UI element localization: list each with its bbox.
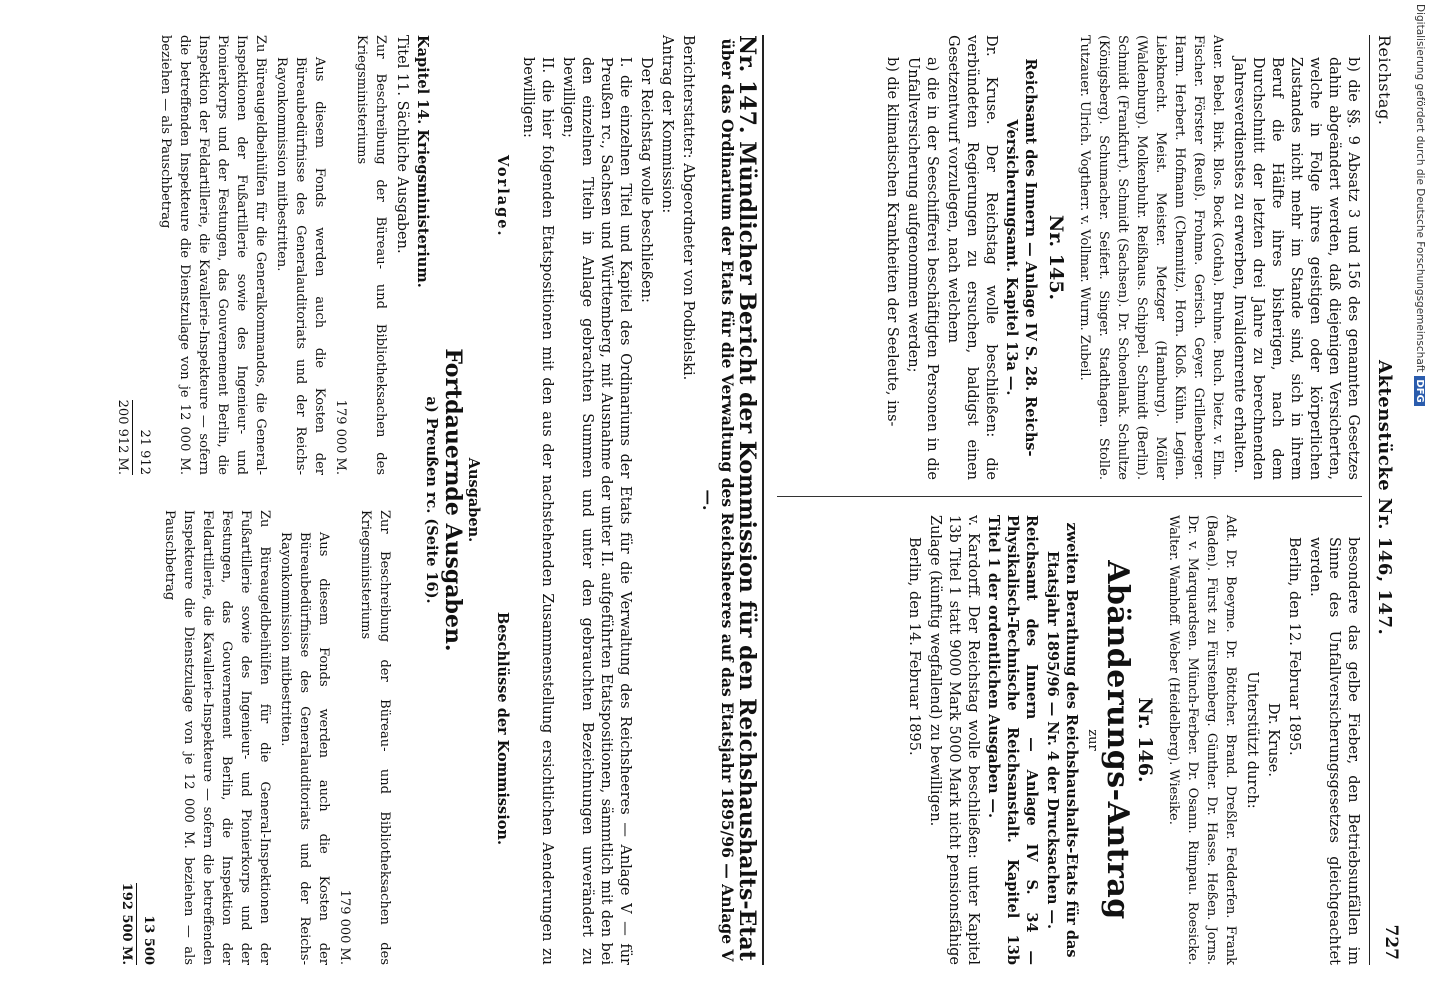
beschluss-text-2: Aus diesem Fonds werden auch die Kosten der Büreaubedürfnisse des Generalauditoriats und der Reichs-Rayonkommission mitbestritten. [278,532,331,965]
dfg-footer [1406,4,1426,996]
reporter: Berichterstatter: Abgeordneter von Podbielski. [680,35,696,381]
date-1: Berlin, den 12. Februar 1895. [1286,537,1302,756]
nr147-subtitle: über das Ordinarium der Etats für die Verwaltung des Reichsheeres auf das Etatsjahr 1895/96 — Anlage V —. [699,38,737,962]
section-separator [762,35,764,965]
left-column [880,35,1362,480]
fortdauernde-heading: Fortdauernde Ausgaben. [440,348,466,652]
dfg-logo-icon: DFG [1414,376,1425,405]
beschluss-total: 192 500 M. [117,883,137,965]
vorlage-text-3: Zu Büreaugeldbeihülfen für die Generalkommandos, die General-Inspektionen der Fußartillerie sowie des Ingenieur- und Pionierkorps und der Festungen, das Gouvernement Berlin, die Inspektion der Feldartillerie, die Kavallerie-Inspekteure — sofern die betreffenden Inspekteure die Dienstzulage von je 12 000 M. beziehen — als Pauschbetrag [158,35,268,475]
header-rule [1369,35,1370,965]
zur-label: zur [1085,729,1100,751]
nr147-title-line [734,35,760,965]
kapitel-label: Kapitel 14. Kriegsministerium. [414,35,431,288]
nr147-block [420,35,760,965]
item-a: a) die in der Seeschifferei beschäftigten Personen in die Unfallversicherung aufgenommen werden; [905,57,940,480]
item-b: b) die klimatischen Krankheiten der Seeleute, ins- [884,57,900,427]
vorlage-total: 200 912 M. [113,400,133,475]
page-number: 727 [1381,924,1401,960]
dfg-text: Digitalisierung gefördert durch die Deutsche Forschungsgemeinschaft [1414,4,1426,373]
vorlage-column [111,35,432,475]
vorlage-heading: Vorlage. [494,155,511,238]
column-separator [777,496,1362,497]
kardorff-motion: v. Kardorff. Der Reichstag wolle beschließen: unter Kapitel 13b Titel 1 statt 9000 Mark 5000 Mark nicht pensionsfähige Zulage (künftig wegfallend) zu bewilligen. [927,515,981,965]
ausgaben-heading: Ausgaben. [465,457,482,543]
antrag-label: Antrag der Kommission: [659,35,675,214]
beschluss-column [115,510,432,965]
nr146-title: Abänderungs-Antrag [1100,560,1135,920]
header-left: Reichstag. [1375,35,1394,126]
para-b: b) die §§. 9 Absatz 3 und 156 des genannten Gesetzes dahin abgeändert werden, daß diejenigen Versicherten, welche in Folge ihres geistigen oder körperlichen Zustandes nicht mehr im Stande sind, sich in ihrem Beruf die Hälfte ihres bisherigen, nach dem Durchschnitt der letzten drei Jahre zu berechnenden Jahresverdienstes zu erwerben, Invalidenrente erhalten. [1231,57,1361,480]
continuation: besondere das gelbe Fieber, den Betriebsunfällen im Sinne des Unfallversicherungsgesetzes gleichgeachtet werden. [1307,537,1361,965]
preussen-heading: a) Preußen rc. (Seite 16). [423,396,440,604]
signers-list: Auer. Bebel. Birk. Blos. Bock (Gotha). Bruhne. Buch. Dietz. v. Elm. Fischer. Förster (Reuß). Frohme. Gerisch. Geyer. Grillenberger. Harm. Herbert. Hofmann (Chemnitz). Horn. Kloß. Kühn. Legien. Liebknecht. Meist. Meister. Metzger (Hamburg). Möller (Waldenburg). Molkenbuhr. Reißhaus. Schippel. Schmidt (Berlin). Schmidt (Frankfurt). Schmidt (Sachsen). Dr. Schoenlank. Schultze (Königsberg). Schumacher. Seifert. Singer. Stadthagen. Stolle. Tutzauer. Ulrich. Vogtherr. v. Vollmar. Wurm. Zubeil. [1077,35,1225,480]
beratung-text: zweiten Berathung des Reichshaushalts-Etats für das Etatsjahr 1895/96 — Nr. 4 der Drucksachen —. [1044,522,1080,958]
beschluss-intro: Der Reichstag wolle beschließen: [638,57,654,303]
vorlage-text-1: Zur Beschreibung der Büreau- und Bibliotheksachen des Kriegsministeriums [354,35,388,475]
nr147-label: Nr. 147. [734,35,760,134]
date-2: Berlin, den 14. Februar 1895. [906,537,922,756]
nr145-heading: Nr. 145. [1045,214,1067,301]
beschluesse-heading: Beschlüsse der Kommission. [494,612,511,845]
beschluss-amount-1: 179 000 M. [337,889,352,965]
titel-label: Titel 11. Sächliche Ausgaben. [394,35,410,254]
item-2: II. die hier folgenden Etatspositionen mit den aus der nachstehenden Zusammenstellung ersichtlichen Aenderungen zu bewilligen: [520,57,555,965]
nr146-ref: Reichsamt des Innern — Anlage IV S. 34 — Physikalisch-Technische Reichsanstalt. Kapitel 13b Titel 1 der ordentlichen Ausgaben —. [985,515,1040,965]
vorlage-text-2: Aus diesem Fonds werden auch die Kosten der Büreaubedürfnisse des Generalauditoriats und der Reichs-Rayonkommission mitbestritten. [274,57,327,475]
nr146-heading: Nr. 146. [1134,697,1156,783]
vorlage-amount-2: 21 912 [137,429,152,475]
signed-by: Dr. Kruse. [1265,703,1281,777]
kruse-motion: Dr. Kruse. Der Reichstag wolle beschließen: die verbündeten Regierungen zu ersuchen, baldigst einen Gesetzentwurf vorzulegen, nach welchem [945,35,999,480]
item-1: I. die einzelnen Titel und Kapitel des Ordinariums der Etats für die Verwaltung des Reichsheeres — Anlage V — für Preußen rc., Sachsen und Württemberg, mit Ausnahme der unter II. aufgeführten Etatspositionen, sämmtlich mit den bei den einzelnen Titeln in Anlage gebrachten Summen und unter den gebrauchten Bezeichnungen unverändert zu bewilligen; [560,57,633,965]
nr147-title: Mündlicher Bericht der Kommission für den Reichshaushalts-Etat [734,141,760,961]
nr145-ref: Reichsamt des Innern — Anlage IV S. 28. Reichs-Versicherungsamt. Kapitel 13a —. [1003,58,1039,457]
supported-label: Unterstützt durch: [1244,671,1260,809]
beschluss-amount-2: 13 500 [141,915,156,965]
column-headings [493,35,512,965]
dfg-credit [1414,4,1426,406]
beschluss-text-3: Zu Büreaugeldbeihülfen für die General-Inspektionen der Fußartillerie sowie des Ingenieur- und Pionierkorps und der Festungen, das Gouvernement Berlin, die Inspektion der Feldartillerie, die Kavallerie-Inspekteure — sofern die betreffenden Inspekteure die Dienstzulage von je 12 000 M. beziehen — als Pauschbetrag [162,510,272,965]
right-column [902,515,1362,965]
header-title: Aktenstücke Nr. 146, 147. [1374,360,1395,636]
supporters-list: Adt. Dr. Boeyme. Dr. Böttcher. Brand. Dreßler. Fedderfen. Frank (Baden). Fürst zu Fürstenberg. Günther. Dr. Hasse. Heßen. Jorns. Dr. v. Marquardsen. Münch-Ferber. Dr. Osann. Rimpau. Roesicke. Walter. Wamhoff. Weber (Heidelberg). Wiesike. [1166,515,1238,965]
vorlage-amount-1: 179 000 M. [333,399,348,475]
beschluss-text-1: Zur Beschreibung der Büreau- und Bibliotheksachen des Kriegsministeriums [358,510,392,965]
